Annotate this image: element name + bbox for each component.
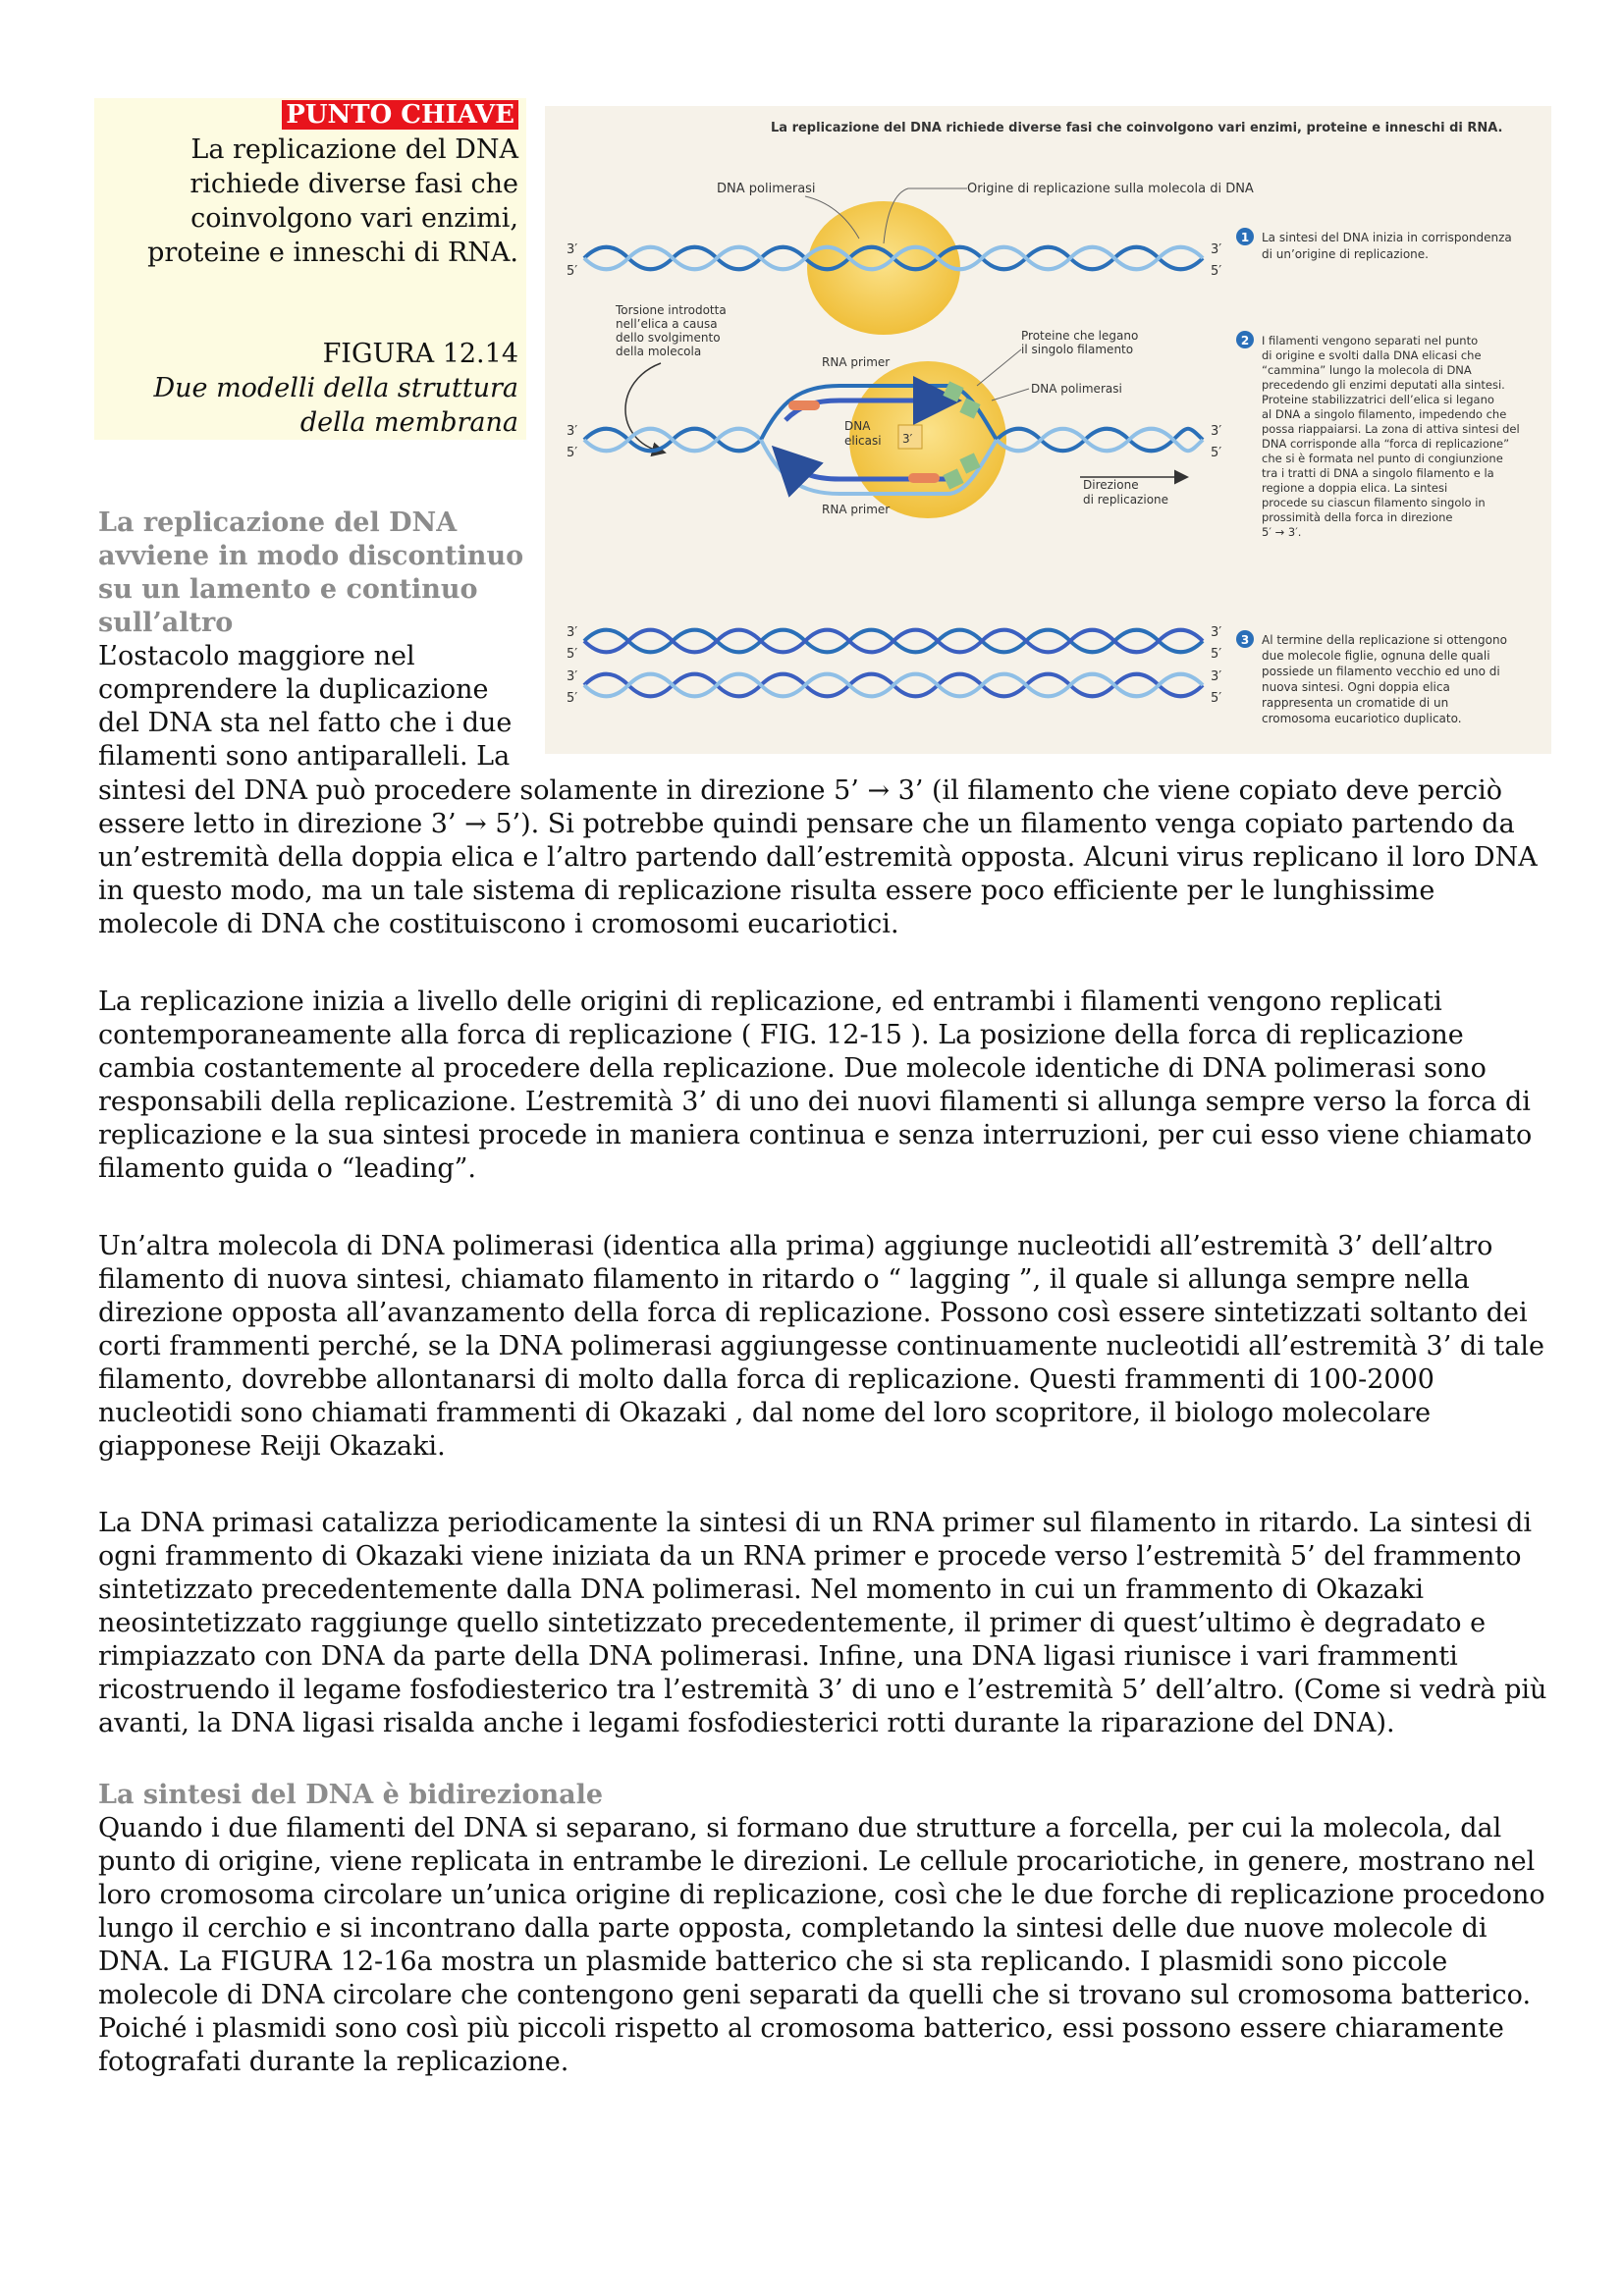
end-label-3-right-2: 3′ [1211,424,1222,439]
pointer-ssb [977,349,1021,386]
end-label-3-left-3: 3′ [567,625,578,640]
section1-intro: L’ostacolo maggiore nel comprendere la duplicazione del DNA sta nel fatto che i due filamenti sono antiparalleli. La [98,641,513,772]
end-label-3-right-4: 3′ [1211,669,1222,684]
end-label-3-left-1: 3′ [567,242,578,257]
daughter-helix-2 [584,674,1203,697]
step-text-2: I filamenti vengono separati nel punto di origine e svolti dalla DNA elicasi che “cammina” lungo la molecola di DNA precedendo gli enzimi deputati alla sintesi. Proteine stabilizzatrici dell’elica si legano al DNA a singolo filamento, impedendo che possa riappaiarsi. La zona di attiva sintesi del DNA corrisponde alla “forca di replicazione” che si è formata nel punto di congiunzione tra i tratti di DNA a singolo filamento e la regione a doppia elica. La sintesi procede su ciascun filamento singolo in prossimità della forca in direzione 5′ → 3′. [1262,334,1520,539]
label-direction: Direzione di replicazione [1083,478,1169,507]
step-text-3: Al termine della replicazione si ottengono due molecole figlie, ognuna delle quali possiede un filamento vecchio ed uno di nuova sintesi. Ogni doppia elica rappresenta un cromatide di un cromosoma eucariotico duplicato. [1262,633,1507,725]
figure-caption: Due modelli della struttura della membrana [153,373,518,438]
label-dna-polymerase-mid: DNA polimerasi [1031,382,1122,396]
end-label-5-right-4: 5′ [1211,691,1222,706]
label-rna-primer-bottom: RNA primer [822,503,891,516]
label-dna-polymerase-top: DNA polimerasi [717,182,816,196]
section1-paragraph-1: sintesi del DNA può procedere solamente in direzione 5’ → 3’ (il filamento che viene copiato deve perciò essere letto in direzione 3’ → 5’). Si potrebbe quindi pensare che un filamento venga copiato partendo da un’estremità della doppia elica e l’altro partendo dall’estremità opposta. Alcuni virus replicano il loro DNA in questo modo, ma un tale sistema di replicazione risulta essere poco efficiente per le lunghissime molecole di DNA che costituiscono i cromosomi eucariotici. [98,775,1538,939]
figure-number: FIGURA 12.14 [322,339,518,369]
step-number-2: 2 [1240,334,1250,347]
rna-primer-top [788,400,820,410]
label-3-inner: 3′ [902,432,913,446]
label-helicase: DNA elicasi [844,419,882,448]
section1-paragraph-3: Un’altra molecola di DNA polimerasi (identica alla prima) aggiunge nucleotidi all’estremità 3’ dell’altro filamento di nuova sintesi, chiamato filamento in ritardo o “ lagging ”, il quale si allunga sempre nella direzione opposta all’avanzamento della forca di replicazione. Possono così essere sintetizzati soltanto dei corti frammenti perché, se la DNA polimerasi aggiungesse continuamente nucleotidi all’estremità 3’ di tale filamento, dovrebbe allontanarsi di molto dalla forca di replicazione. Questi frammenti di 100-2000 nucleotidi sono chiamati frammenti di Okazaki , dal nome del loro scopritore, il biologo molecolare giapponese Reiji Okazaki. [98,1231,1544,1462]
key-point-text: La replicazione del DNA richiede diverse fasi che coinvolgono vari enzimi, proteine e inneschi di RNA. [147,134,518,268]
section-heading-bidirectional: La sintesi del DNA è bidirezionale [98,1780,604,1810]
figure-illustration [545,106,1551,754]
end-label-3-left-2: 3′ [567,424,578,439]
key-point-box [94,98,526,440]
section-heading-discontinuous: La replicazione del DNA avviene in modo discontinuo su un lamento e continuo sull’altro [98,507,524,638]
figure-title: La replicazione del DNA richiede diverse fasi che coinvolgono vari enzimi, proteine e inneschi di RNA. [771,121,1503,135]
step-text-1: La sintesi del DNA inizia in corrispondenza di un’origine di replicazione. [1262,231,1512,261]
label-rna-primer-top: RNA primer [822,355,891,369]
end-label-5-left-1: 5′ [567,264,578,279]
section2-paragraph-1: Quando i due filamenti del DNA si separano, si formano due strutture a forcella, per cui la molecola, dal punto di origine, viene replicata in entrambe le direzioni. Le cellule procariotiche, in genere, mostrano nel loro cromosoma circolare un’unica origine di replicazione, così che le due forche di replicazione procedono lungo il cerchio e si incontrano dalla parte opposta, completando la sintesi delle due nuove molecole di DNA. La FIGURA 12-16a mostra un plasmide batterico che si sta replicando. I plasmidi sono piccole molecole di DNA circolare che contengono geni separati da quelli che si trovano sul cromosoma batterico. Poiché i plasmidi sono così più piccoli rispetto al cromosoma batterico, essi possono essere chiaramente fotografati durante la replicazione. [98,1813,1545,2077]
end-label-5-left-4: 5′ [567,691,578,706]
end-label-3-right-3: 3′ [1211,625,1222,640]
end-label-5-right-1: 5′ [1211,264,1222,279]
rna-primer-bottom [908,473,940,483]
daughter-helix-1 [584,630,1203,653]
step-number-1: 1 [1240,231,1250,244]
step-number-3: 3 [1240,633,1250,647]
label-torsion: Torsione introdotta nell’elica a causa dello svolgimento della molecola [616,303,727,358]
section1-paragraph-4: La DNA primasi catalizza periodicamente la sintesi di un RNA primer sul filamento in ritardo. La sintesi di ogni frammento di Okazaki viene iniziata da un RNA primer e procede verso l’estremità 5’ del frammento sintetizzato precedentemente dalla DNA polimerasi. Nel momento in cui un frammento di Okazaki neosintetizzato raggiunge quello sintetizzato precedentemente, il primer di quest’ultimo è degradato e rimpiazzato con DNA da parte della DNA polimerasi. Infine, una DNA ligasi riunisce i vari frammenti ricostruendo il legame fosfodiesterico tra l’estremità 3’ di uno e l’estremità 5’ dell’altro. (Come si vedrà più avanti, la DNA ligasi risalda anche i legami fosfodiesterici rotti durante la riparazione del DNA). [98,1508,1547,1738]
key-point-label: PUNTO CHIAVE [282,100,518,130]
section1-paragraph-2: La replicazione inizia a livello delle origini di replicazione, ed entrambi i filamenti vengono replicati contemporaneamente alla forca di replicazione ( FIG. 12-15 ). La posizione della forca di replicazione cambia costantemente al procedere della replicazione. Due molecole identiche di DNA polimerasi sono responsabili della replicazione. L’estremità 3’ di uno dei nuovi filamenti si allunga sempre verso la forca di replicazione e la sua sintesi procede in maniera continua e senza interruzioni, per cui esso viene chiamato filamento guida o “leading”. [98,987,1533,1184]
helix-step2-left-b [584,429,761,452]
end-label-5-left-2: 5′ [567,446,578,460]
end-label-5-right-2: 5′ [1211,446,1222,460]
end-label-3-left-4: 3′ [567,669,578,684]
figure-reference [106,337,518,440]
label-ssb: Proteine che legano il singolo filamento [1021,329,1139,356]
dna-replication-figure [545,106,1551,754]
label-origin: Origine di replicazione sulla molecola di DNA [967,182,1254,196]
end-label-5-left-3: 5′ [567,647,578,662]
pointer-polymerase-mid [992,389,1029,400]
end-label-3-right-1: 3′ [1211,242,1222,257]
end-label-5-right-3: 5′ [1211,647,1222,662]
